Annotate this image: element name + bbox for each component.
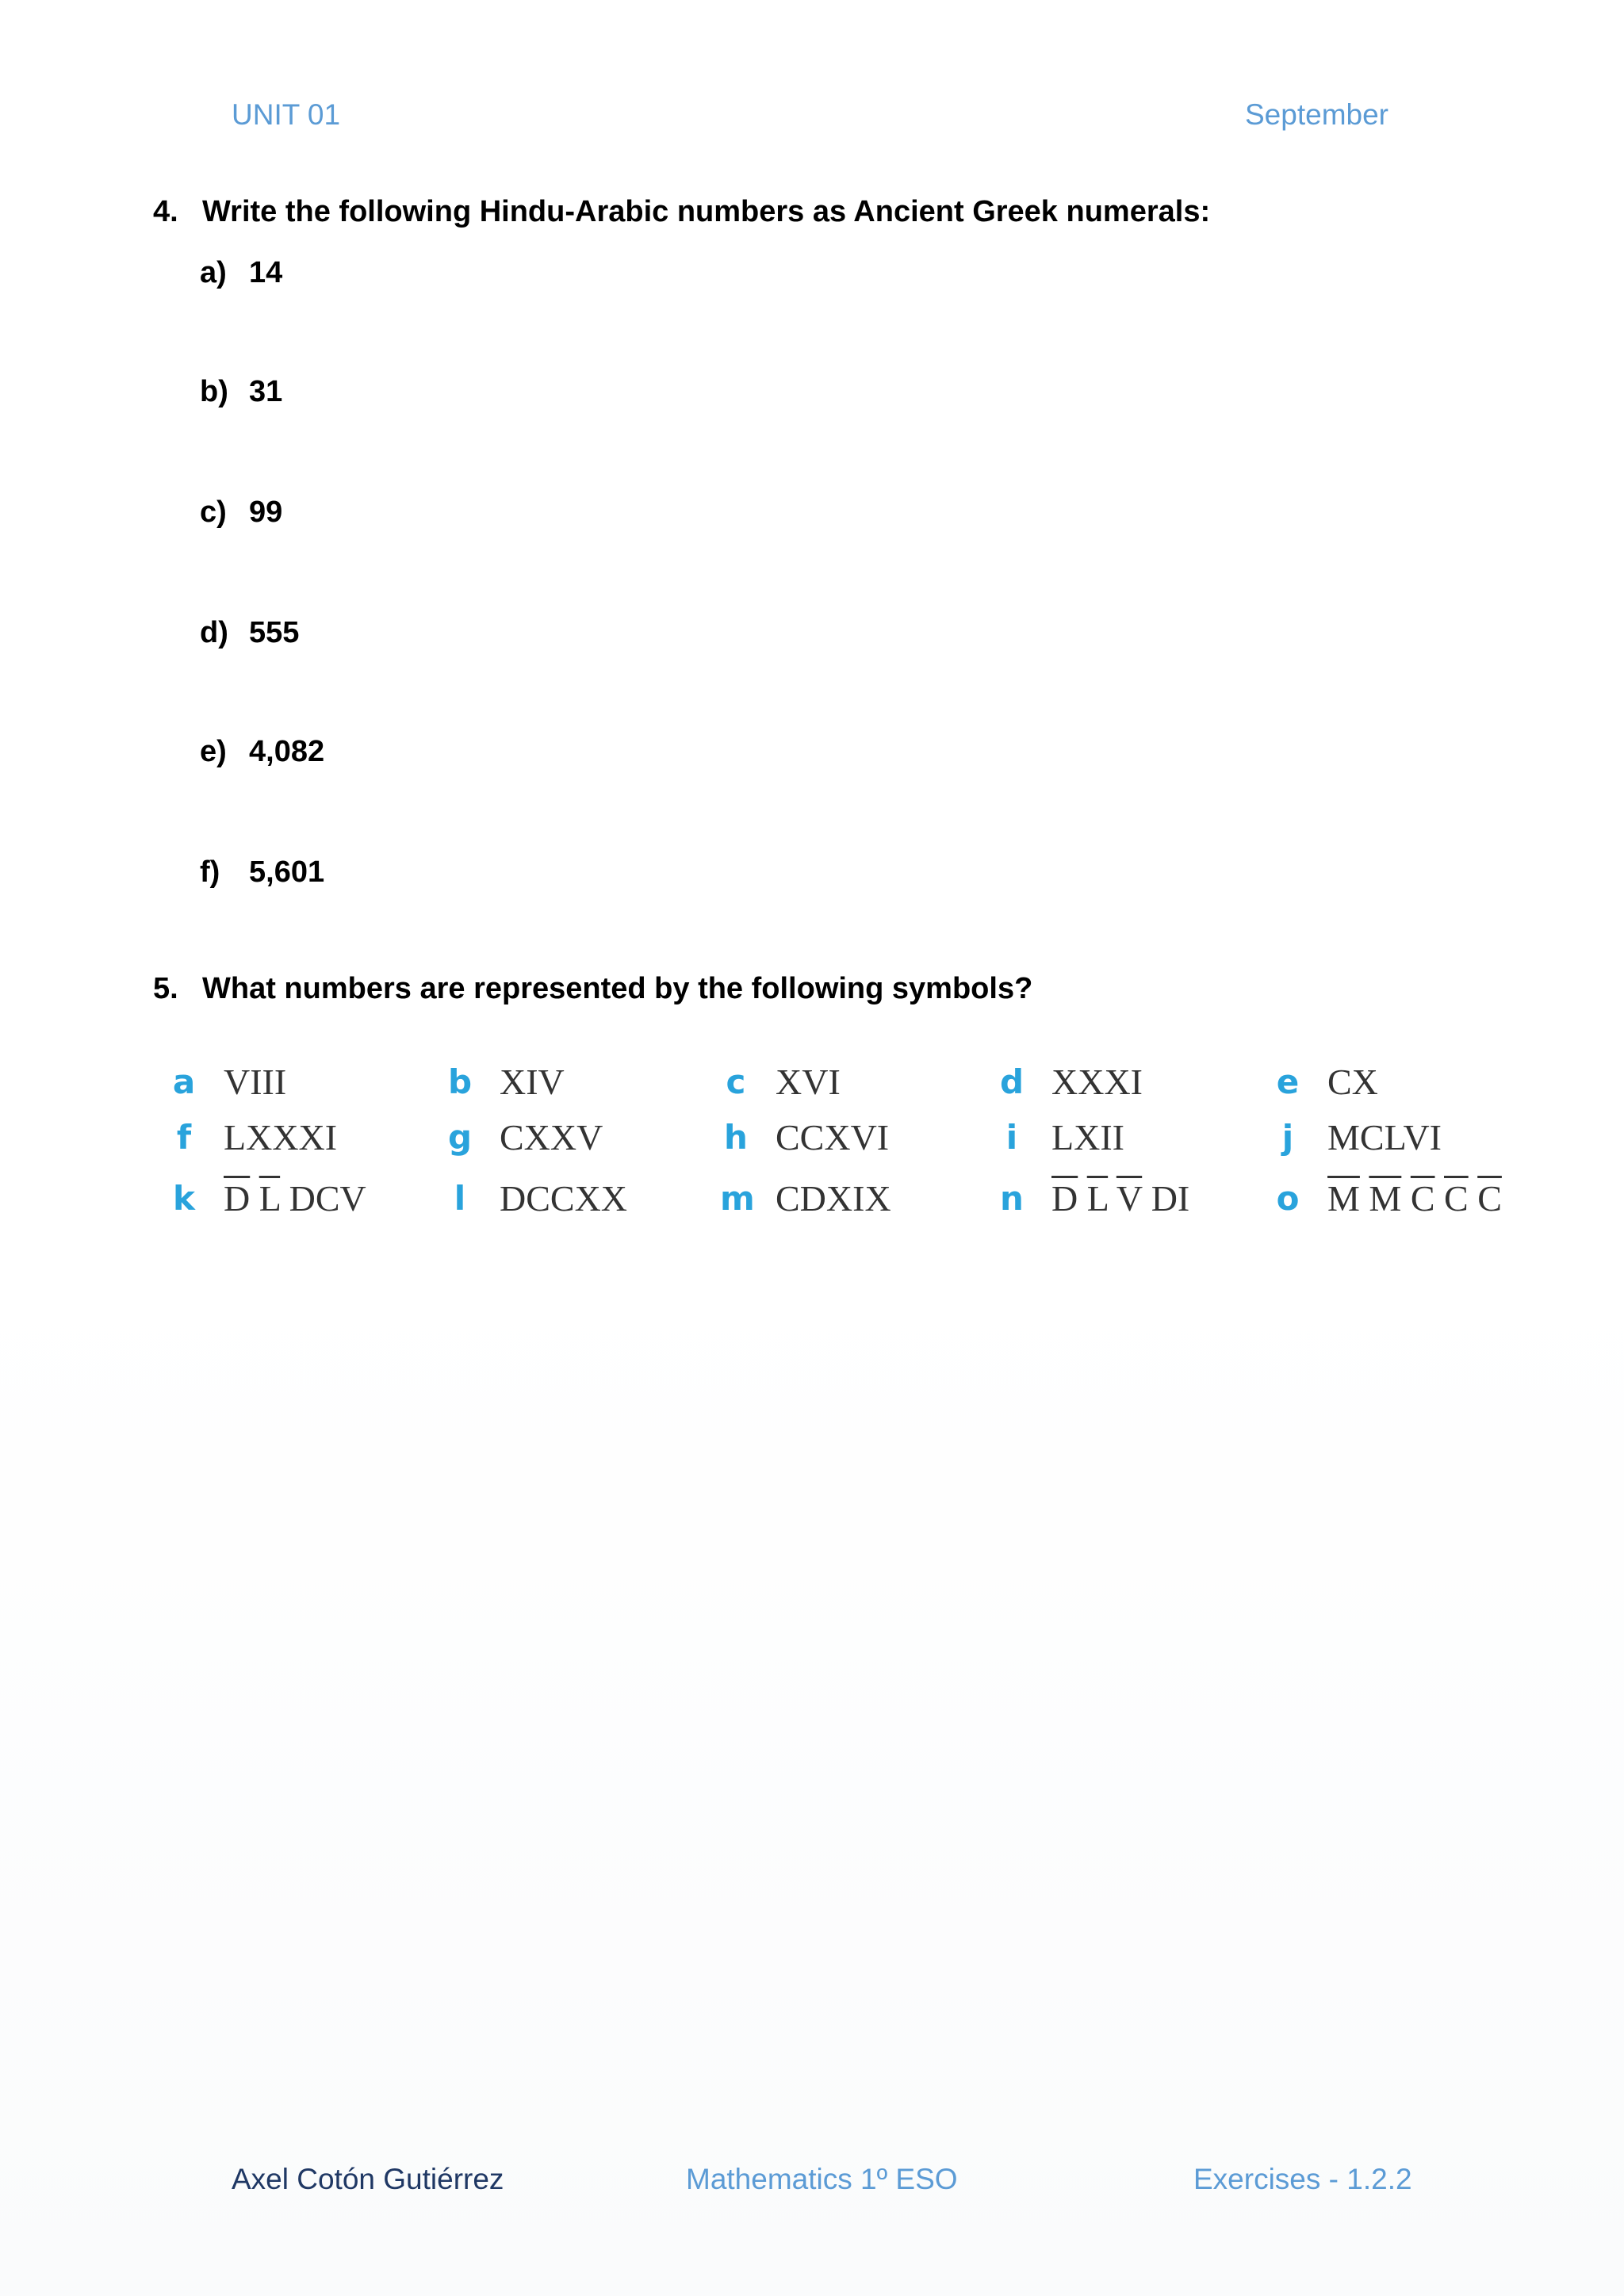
q4-item-f	[200, 855, 324, 890]
page-background	[0, 1269, 1624, 2296]
symbol-letter: c	[726, 1062, 746, 1101]
q4-item-value: 4,082	[249, 735, 325, 768]
q4-item-value: 14	[249, 256, 283, 289]
footer-section: Exercises - 1.2.2	[1193, 2163, 1412, 2195]
roman-numeral: CXXV	[500, 1117, 603, 1158]
footer-course: Mathematics 1º ESO	[686, 2163, 958, 2195]
roman-numeral: MCLVI	[1327, 1117, 1442, 1158]
symbol-letter: i	[1005, 1118, 1018, 1157]
header-unit: UNIT 01	[232, 98, 341, 131]
header-month: September	[1245, 98, 1388, 131]
roman-numeral: $\overline{M}$ $\overline{M}$ $\overline{C}$ $\overline{C}$ $\overline{C}$	[1327, 1178, 1502, 1219]
q4-item-e	[200, 735, 324, 769]
roman-numeral: CX	[1327, 1062, 1378, 1102]
symbol-letter: d	[999, 1062, 1025, 1101]
question-4-number: 4.	[153, 195, 178, 228]
symbol-letter: h	[724, 1118, 748, 1157]
roman-numeral: CCXVI	[776, 1117, 890, 1158]
roman-numeral: DCCXX	[500, 1178, 628, 1219]
q4-item-d	[200, 616, 299, 650]
q4-item-value: 555	[249, 616, 300, 649]
q4-item-letter: c)	[200, 496, 227, 529]
footer-author: Axel Cotón Gutiérrez	[232, 2163, 504, 2195]
roman-numeral: $\overline{D}$ $\overline{L}$ $\overline{V}$ DI	[1051, 1178, 1190, 1219]
symbol-letter: e	[1276, 1062, 1300, 1101]
symbol-letter: o	[1276, 1179, 1300, 1218]
symbol-letter: j	[1281, 1118, 1294, 1157]
symbol-letter: a	[172, 1062, 196, 1101]
symbol-letter: f	[176, 1118, 192, 1157]
question-5-text: What numbers are represented by the following symbols?	[202, 972, 1033, 1005]
q4-item-value: 31	[249, 375, 283, 408]
roman-numeral: LXXXI	[224, 1117, 338, 1158]
roman-numeral: VIII	[224, 1062, 287, 1102]
q4-item-a	[200, 256, 282, 290]
roman-numeral: XVI	[776, 1062, 841, 1102]
roman-numeral: XIV	[500, 1062, 565, 1102]
symbol-letter: g	[447, 1118, 473, 1157]
question-4-title	[153, 195, 1210, 229]
question-4-text: Write the following Hindu-Arabic numbers as Ancient Greek numerals:	[202, 195, 1211, 228]
question-5-title	[153, 972, 1032, 1006]
roman-numeral: LXII	[1051, 1117, 1124, 1158]
symbol-letter: k	[173, 1179, 195, 1218]
q4-item-letter: d)	[200, 616, 228, 649]
q4-item-value: 99	[249, 496, 283, 529]
symbol-letter: b	[447, 1062, 473, 1101]
roman-numeral: XXXI	[1051, 1062, 1143, 1102]
symbol-letter: m	[720, 1179, 755, 1218]
q4-item-letter: e)	[200, 735, 227, 768]
roman-numeral: $\overline{D}$ $\overline{L}$ DCV	[224, 1178, 366, 1219]
q4-item-b	[200, 375, 282, 409]
q4-item-value: 5,601	[249, 855, 325, 889]
q4-item-letter: f)	[200, 855, 220, 889]
symbol-letter: l	[454, 1179, 466, 1218]
question-5-number: 5.	[153, 972, 178, 1005]
q4-item-letter: b)	[200, 375, 228, 408]
q4-item-c	[200, 496, 282, 530]
q4-item-letter: a)	[200, 256, 227, 289]
roman-numeral: CDXIX	[776, 1178, 891, 1219]
symbol-letter: n	[1000, 1179, 1024, 1218]
